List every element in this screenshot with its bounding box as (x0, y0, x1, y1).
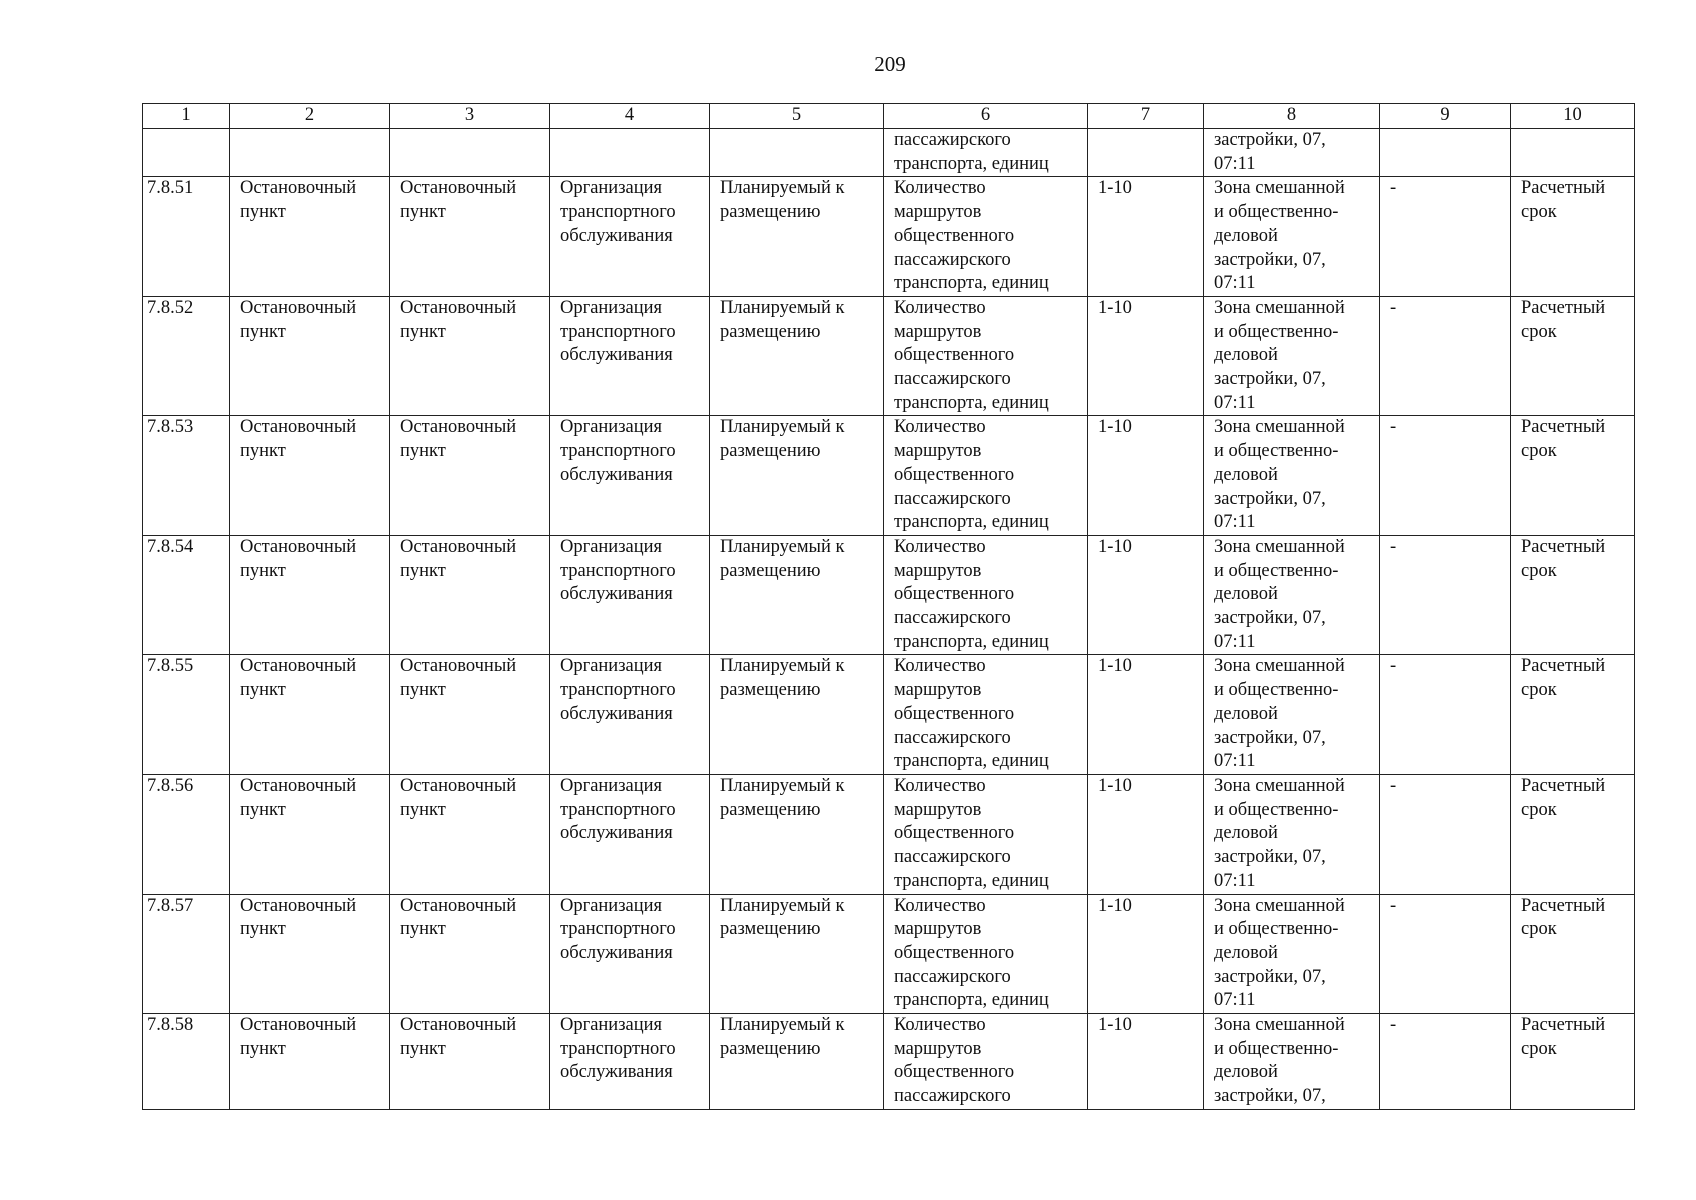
table-cell: Остановочный пункт (390, 416, 550, 536)
table-cell: Планируемый к размещению (710, 1014, 884, 1110)
table-cell: 1-10 (1088, 535, 1204, 655)
table-cell: Планируемый к размещению (710, 894, 884, 1014)
table-cell: Расчетный срок (1511, 774, 1635, 894)
table-cell: Организация транспортного обслуживания (550, 894, 710, 1014)
table-row (143, 655, 1635, 775)
table-cell: Количество маршрутов общественного пассажирского транспорта, единиц (884, 296, 1088, 416)
header-cell: 6 (884, 104, 1088, 129)
table-cell: Количество маршрутов общественного пассажирского транспорта, единиц (884, 774, 1088, 894)
table-row (143, 894, 1635, 1014)
table-cell: Планируемый к размещению (710, 416, 884, 536)
table-cell: Остановочный пункт (390, 177, 550, 297)
table-cell (390, 129, 550, 177)
table-cell: Остановочный пункт (390, 296, 550, 416)
row-number-cell: 7.8.58 (143, 1014, 230, 1110)
table-cell: Количество маршрутов общественного пассажирского транспорта, единиц (884, 655, 1088, 775)
table-cell: Зона смешанной и общественно- деловой застройки, 07, (1204, 1014, 1380, 1110)
table-cell: Зона смешанной и общественно- деловой застройки, 07, 07:11 (1204, 177, 1380, 297)
table-cell: Остановочный пункт (390, 1014, 550, 1110)
table-cell (1511, 129, 1635, 177)
header-cell: 3 (390, 104, 550, 129)
table-cell: Количество маршрутов общественного пассажирского транспорта, единиц (884, 416, 1088, 536)
header-cell: 7 (1088, 104, 1204, 129)
table-cell (143, 129, 230, 177)
table-cell: Количество маршрутов общественного пассажирского транспорта, единиц (884, 535, 1088, 655)
row-number-cell: 7.8.53 (143, 416, 230, 536)
table-row (143, 296, 1635, 416)
table-cell: Зона смешанной и общественно- деловой застройки, 07, 07:11 (1204, 416, 1380, 536)
table-cell: Организация транспортного обслуживания (550, 535, 710, 655)
row-number-cell: 7.8.56 (143, 774, 230, 894)
table-cell: Расчетный срок (1511, 177, 1635, 297)
table-cell: Организация транспортного обслуживания (550, 655, 710, 775)
table-cell: Остановочный пункт (230, 177, 390, 297)
table-cell (550, 129, 710, 177)
table-cell: Планируемый к размещению (710, 296, 884, 416)
table-cell: Остановочный пункт (390, 894, 550, 1014)
table-row (143, 774, 1635, 894)
table-cell: - (1380, 1014, 1511, 1110)
table-cell (1380, 129, 1511, 177)
table-cell: Организация транспортного обслуживания (550, 296, 710, 416)
table-cell: - (1380, 894, 1511, 1014)
table-cell: Организация транспортного обслуживания (550, 774, 710, 894)
continuation-row (143, 129, 1635, 177)
row-number-cell: 7.8.54 (143, 535, 230, 655)
table-cell: Остановочный пункт (390, 655, 550, 775)
table-cell: Планируемый к размещению (710, 655, 884, 775)
table-cell: Зона смешанной и общественно- деловой застройки, 07, 07:11 (1204, 774, 1380, 894)
table-cell: застройки, 07, 07:11 (1204, 129, 1380, 177)
table-cell: Расчетный срок (1511, 535, 1635, 655)
table-cell: Зона смешанной и общественно- деловой застройки, 07, 07:11 (1204, 655, 1380, 775)
row-number-cell: 7.8.57 (143, 894, 230, 1014)
table-cell: Зона смешанной и общественно- деловой застройки, 07, 07:11 (1204, 894, 1380, 1014)
header-cell: 8 (1204, 104, 1380, 129)
row-number-cell: 7.8.52 (143, 296, 230, 416)
row-number-cell: 7.8.51 (143, 177, 230, 297)
header-cell: 4 (550, 104, 710, 129)
table-cell: - (1380, 296, 1511, 416)
table-cell: Остановочный пункт (230, 655, 390, 775)
table-cell (1088, 129, 1204, 177)
table-cell: 1-10 (1088, 296, 1204, 416)
header-cell: 1 (143, 104, 230, 129)
table-cell: Расчетный срок (1511, 655, 1635, 775)
table-cell: Количество маршрутов общественного пассажирского транспорта, единиц (884, 177, 1088, 297)
table-cell: Остановочный пункт (230, 774, 390, 894)
data-table (142, 103, 1635, 1110)
table-cell: Расчетный срок (1511, 416, 1635, 536)
table-row (143, 416, 1635, 536)
table-cell: Количество маршрутов общественного пассажирского транспорта, единиц (884, 894, 1088, 1014)
table-cell: Расчетный срок (1511, 296, 1635, 416)
table-cell: Планируемый к размещению (710, 535, 884, 655)
page-number: 209 (874, 52, 906, 76)
table-cell: Остановочный пункт (230, 1014, 390, 1110)
table-cell (230, 129, 390, 177)
table-cell: Остановочный пункт (390, 774, 550, 894)
header-row (143, 104, 1635, 129)
table-cell: Организация транспортного обслуживания (550, 1014, 710, 1110)
table-cell: Зона смешанной и общественно- деловой застройки, 07, 07:11 (1204, 296, 1380, 416)
table-cell: 1-10 (1088, 894, 1204, 1014)
table-row (143, 177, 1635, 297)
table-cell: Остановочный пункт (230, 894, 390, 1014)
table-cell: - (1380, 535, 1511, 655)
table-cell: Остановочный пункт (230, 296, 390, 416)
row-number-cell: 7.8.55 (143, 655, 230, 775)
header-cell: 5 (710, 104, 884, 129)
table-cell: Планируемый к размещению (710, 774, 884, 894)
table-cell: Планируемый к размещению (710, 177, 884, 297)
table-cell: Остановочный пункт (390, 535, 550, 655)
table-row (143, 1014, 1635, 1110)
table-cell: Расчетный срок (1511, 1014, 1635, 1110)
table-cell (710, 129, 884, 177)
table-cell: Расчетный срок (1511, 894, 1635, 1014)
header-cell: 10 (1511, 104, 1635, 129)
table-cell: - (1380, 774, 1511, 894)
table-cell: Организация транспортного обслуживания (550, 177, 710, 297)
table-cell: - (1380, 416, 1511, 536)
table-cell: 1-10 (1088, 774, 1204, 894)
table-cell: 1-10 (1088, 1014, 1204, 1110)
table-cell: 1-10 (1088, 177, 1204, 297)
header-cell: 2 (230, 104, 390, 129)
table-cell: пассажирского транспорта, единиц (884, 129, 1088, 177)
table-cell: Зона смешанной и общественно- деловой застройки, 07, 07:11 (1204, 535, 1380, 655)
table-cell: - (1380, 655, 1511, 775)
table-cell: Остановочный пункт (230, 535, 390, 655)
table-cell: - (1380, 177, 1511, 297)
table-cell: 1-10 (1088, 655, 1204, 775)
header-cell: 9 (1380, 104, 1511, 129)
table-cell: 1-10 (1088, 416, 1204, 536)
table-cell: Остановочный пункт (230, 416, 390, 536)
table-row (143, 535, 1635, 655)
table-cell: Количество маршрутов общественного пассажирского (884, 1014, 1088, 1110)
table-cell: Организация транспортного обслуживания (550, 416, 710, 536)
